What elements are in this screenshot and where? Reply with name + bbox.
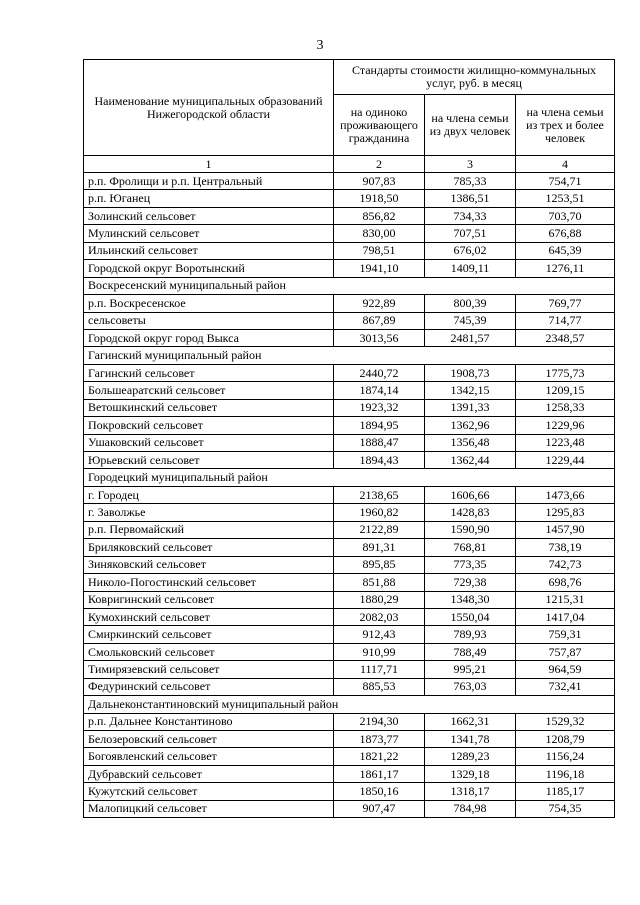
family-of-three-plus-cost-cell: 754,71 [516, 173, 615, 190]
table-row [84, 242, 615, 259]
table-row [84, 452, 615, 469]
municipality-name-cell: Мулинский сельсовет [84, 225, 334, 242]
family-of-three-plus-cost-cell: 1209,15 [516, 382, 615, 399]
family-of-three-plus-cost-cell: 742,73 [516, 556, 615, 573]
family-of-three-plus-cost-cell: 732,41 [516, 678, 615, 695]
single-resident-cost-cell: 895,85 [334, 556, 425, 573]
table-row [84, 312, 615, 329]
family-of-three-plus-cost-cell: 698,76 [516, 574, 615, 591]
district-heading-row [84, 696, 615, 713]
municipality-name-cell: р.п. Юганец [84, 190, 334, 207]
district-heading-row [84, 347, 615, 364]
table-row [84, 713, 615, 730]
table-row [84, 591, 615, 608]
single-resident-cost-cell: 1894,43 [334, 452, 425, 469]
family-of-two-cost-cell: 1341,78 [425, 731, 516, 748]
table-row [84, 556, 615, 573]
single-resident-cost-cell: 1923,32 [334, 399, 425, 416]
family-of-three-plus-cost-cell: 1223,48 [516, 434, 615, 451]
family-of-two-cost-cell: 745,39 [425, 312, 516, 329]
family-of-two-cost-cell: 1386,51 [425, 190, 516, 207]
single-resident-cost-cell: 2082,03 [334, 608, 425, 625]
table-row [84, 434, 615, 451]
district-heading: Городецкий муниципальный район [84, 469, 615, 486]
municipality-name-cell: Белозеровский сельсовет [84, 731, 334, 748]
municipality-name-cell: Большеаратский сельсовет [84, 382, 334, 399]
single-resident-cost-cell: 1880,29 [334, 591, 425, 608]
municipality-name-cell: Кумохинский сельсовет [84, 608, 334, 625]
family-of-two-cost-cell: 1348,30 [425, 591, 516, 608]
municipality-name-cell: г. Заволжье [84, 504, 334, 521]
table-row [84, 643, 615, 660]
family-of-two-cost-cell: 729,38 [425, 574, 516, 591]
family-of-two-cost-cell: 1329,18 [425, 765, 516, 782]
header-family-of-two: на члена семьи из двух человек [425, 95, 516, 156]
family-of-two-cost-cell: 800,39 [425, 295, 516, 312]
municipality-name-cell: Покровский сельсовет [84, 417, 334, 434]
municipality-name-cell: Ковригинский сельсовет [84, 591, 334, 608]
housing-cost-standards-table [83, 59, 615, 818]
municipality-name-cell: Дубравский сельсовет [84, 765, 334, 782]
family-of-two-cost-cell: 1362,96 [425, 417, 516, 434]
family-of-two-cost-cell: 676,02 [425, 242, 516, 259]
table-row [84, 765, 615, 782]
family-of-two-cost-cell: 784,98 [425, 800, 516, 817]
district-heading-row [84, 469, 615, 486]
family-of-two-cost-cell: 1428,83 [425, 504, 516, 521]
family-of-three-plus-cost-cell: 1457,90 [516, 521, 615, 538]
family-of-three-plus-cost-cell: 1276,11 [516, 260, 615, 277]
family-of-two-cost-cell: 785,33 [425, 173, 516, 190]
table-row [84, 260, 615, 277]
single-resident-cost-cell: 912,43 [334, 626, 425, 643]
family-of-two-cost-cell: 2481,57 [425, 329, 516, 346]
municipality-name-cell: р.п. Первомайский [84, 521, 334, 538]
single-resident-cost-cell: 907,47 [334, 800, 425, 817]
header-cost-standards: Стандарты стоимости жилищно-коммунальных услуг, руб. в месяц [334, 60, 615, 95]
single-resident-cost-cell: 3013,56 [334, 329, 425, 346]
single-resident-cost-cell: 1960,82 [334, 504, 425, 521]
table-row [84, 190, 615, 207]
family-of-three-plus-cost-cell: 1208,79 [516, 731, 615, 748]
family-of-two-cost-cell: 788,49 [425, 643, 516, 660]
family-of-two-cost-cell: 773,35 [425, 556, 516, 573]
single-resident-cost-cell: 2440,72 [334, 364, 425, 381]
family-of-two-cost-cell: 1356,48 [425, 434, 516, 451]
municipality-name-cell: Ильинский сельсовет [84, 242, 334, 259]
family-of-two-cost-cell: 1590,90 [425, 521, 516, 538]
district-heading-row [84, 277, 615, 294]
table-row [84, 382, 615, 399]
municipality-name-cell: сельсоветы [84, 312, 334, 329]
family-of-three-plus-cost-cell: 1775,73 [516, 364, 615, 381]
header-municipality-name: Наименование муниципальных образований Нижегородской области [84, 60, 334, 156]
table-row [84, 678, 615, 695]
family-of-three-plus-cost-cell: 1215,31 [516, 591, 615, 608]
table-row [84, 225, 615, 242]
table-row [84, 783, 615, 800]
municipality-name-cell: Юрьевский сельсовет [84, 452, 334, 469]
single-resident-cost-cell: 1874,14 [334, 382, 425, 399]
column-number-1: 1 [84, 156, 334, 173]
single-resident-cost-cell: 856,82 [334, 207, 425, 224]
single-resident-cost-cell: 798,51 [334, 242, 425, 259]
header-single-resident: на одиноко проживающего гражданина [334, 95, 425, 156]
table-row [84, 748, 615, 765]
table-row [84, 173, 615, 190]
family-of-two-cost-cell: 1318,17 [425, 783, 516, 800]
family-of-two-cost-cell: 1662,31 [425, 713, 516, 730]
page-number: 3 [316, 38, 324, 53]
table-row [84, 364, 615, 381]
municipality-name-cell: Ветошкинский сельсовет [84, 399, 334, 416]
table-row [84, 417, 615, 434]
single-resident-cost-cell: 910,99 [334, 643, 425, 660]
table-row [84, 486, 615, 503]
family-of-three-plus-cost-cell: 1295,83 [516, 504, 615, 521]
municipality-name-cell: Кужутский сельсовет [84, 783, 334, 800]
single-resident-cost-cell: 1941,10 [334, 260, 425, 277]
family-of-three-plus-cost-cell: 1529,32 [516, 713, 615, 730]
single-resident-cost-cell: 2138,65 [334, 486, 425, 503]
family-of-two-cost-cell: 789,93 [425, 626, 516, 643]
single-resident-cost-cell: 1117,71 [334, 661, 425, 678]
family-of-two-cost-cell: 995,21 [425, 661, 516, 678]
single-resident-cost-cell: 1918,50 [334, 190, 425, 207]
single-resident-cost-cell: 891,31 [334, 539, 425, 556]
table-row [84, 539, 615, 556]
municipality-name-cell: р.п. Фролищи и р.п. Центральный [84, 173, 334, 190]
municipality-name-cell: р.п. Воскресенское [84, 295, 334, 312]
municipality-name-cell: Гагинский сельсовет [84, 364, 334, 381]
family-of-two-cost-cell: 707,51 [425, 225, 516, 242]
family-of-two-cost-cell: 1606,66 [425, 486, 516, 503]
table-row [84, 207, 615, 224]
family-of-three-plus-cost-cell: 1185,17 [516, 783, 615, 800]
family-of-three-plus-cost-cell: 769,77 [516, 295, 615, 312]
family-of-three-plus-cost-cell: 1156,24 [516, 748, 615, 765]
family-of-two-cost-cell: 1362,44 [425, 452, 516, 469]
table-row [84, 295, 615, 312]
municipality-name-cell: р.п. Дальнее Константиново [84, 713, 334, 730]
municipality-name-cell: Городской округ Воротынский [84, 260, 334, 277]
single-resident-cost-cell: 1861,17 [334, 765, 425, 782]
family-of-three-plus-cost-cell: 1196,18 [516, 765, 615, 782]
municipality-name-cell: Ушаковский сельсовет [84, 434, 334, 451]
table-row [84, 574, 615, 591]
family-of-three-plus-cost-cell: 1473,66 [516, 486, 615, 503]
municipality-name-cell: Тимирязевский сельсовет [84, 661, 334, 678]
table-body [84, 173, 615, 818]
family-of-three-plus-cost-cell: 754,35 [516, 800, 615, 817]
family-of-two-cost-cell: 763,03 [425, 678, 516, 695]
family-of-two-cost-cell: 1550,04 [425, 608, 516, 625]
municipality-name-cell: Богоявленский сельсовет [84, 748, 334, 765]
family-of-two-cost-cell: 1908,73 [425, 364, 516, 381]
single-resident-cost-cell: 2122,89 [334, 521, 425, 538]
family-of-three-plus-cost-cell: 1417,04 [516, 608, 615, 625]
municipality-name-cell: Городской округ город Выкса [84, 329, 334, 346]
municipality-name-cell: г. Городец [84, 486, 334, 503]
single-resident-cost-cell: 1850,16 [334, 783, 425, 800]
single-resident-cost-cell: 885,53 [334, 678, 425, 695]
column-number-4: 4 [516, 156, 615, 173]
family-of-two-cost-cell: 1289,23 [425, 748, 516, 765]
family-of-three-plus-cost-cell: 1229,96 [516, 417, 615, 434]
single-resident-cost-cell: 867,89 [334, 312, 425, 329]
single-resident-cost-cell: 907,83 [334, 173, 425, 190]
district-heading: Дальнеконстантиновский муниципальный район [84, 696, 615, 713]
table-row [84, 504, 615, 521]
column-number-3: 3 [425, 156, 516, 173]
table-row [84, 731, 615, 748]
single-resident-cost-cell: 1821,22 [334, 748, 425, 765]
family-of-two-cost-cell: 734,33 [425, 207, 516, 224]
single-resident-cost-cell: 851,88 [334, 574, 425, 591]
district-heading: Воскресенский муниципальный район [84, 277, 615, 294]
municipality-name-cell: Смольковский сельсовет [84, 643, 334, 660]
single-resident-cost-cell: 830,00 [334, 225, 425, 242]
family-of-two-cost-cell: 1409,11 [425, 260, 516, 277]
column-number-2: 2 [334, 156, 425, 173]
municipality-name-cell: Федуринский сельсовет [84, 678, 334, 695]
table-row [84, 521, 615, 538]
single-resident-cost-cell: 1873,77 [334, 731, 425, 748]
family-of-three-plus-cost-cell: 1229,44 [516, 452, 615, 469]
municipality-name-cell: Смиркинский сельсовет [84, 626, 334, 643]
single-resident-cost-cell: 2194,30 [334, 713, 425, 730]
family-of-three-plus-cost-cell: 676,88 [516, 225, 615, 242]
table-row [84, 399, 615, 416]
single-resident-cost-cell: 922,89 [334, 295, 425, 312]
family-of-three-plus-cost-cell: 645,39 [516, 242, 615, 259]
family-of-two-cost-cell: 768,81 [425, 539, 516, 556]
family-of-three-plus-cost-cell: 1253,51 [516, 190, 615, 207]
single-resident-cost-cell: 1888,47 [334, 434, 425, 451]
table-row [84, 800, 615, 817]
table-row [84, 626, 615, 643]
family-of-three-plus-cost-cell: 2348,57 [516, 329, 615, 346]
municipality-name-cell: Малопицкий сельсовет [84, 800, 334, 817]
family-of-two-cost-cell: 1391,33 [425, 399, 516, 416]
district-heading: Гагинский муниципальный район [84, 347, 615, 364]
table-header [84, 60, 615, 173]
municipality-name-cell: Золинский сельсовет [84, 207, 334, 224]
family-of-three-plus-cost-cell: 759,31 [516, 626, 615, 643]
family-of-three-plus-cost-cell: 738,19 [516, 539, 615, 556]
family-of-two-cost-cell: 1342,15 [425, 382, 516, 399]
family-of-three-plus-cost-cell: 1258,33 [516, 399, 615, 416]
table-row [84, 661, 615, 678]
header-family-of-three-plus: на члена семьи из трех и более человек [516, 95, 615, 156]
municipality-name-cell: Бриляковский сельсовет [84, 539, 334, 556]
family-of-three-plus-cost-cell: 703,70 [516, 207, 615, 224]
single-resident-cost-cell: 1894,95 [334, 417, 425, 434]
municipality-name-cell: Николо-Погостинский сельсовет [84, 574, 334, 591]
table-row [84, 608, 615, 625]
family-of-three-plus-cost-cell: 714,77 [516, 312, 615, 329]
family-of-three-plus-cost-cell: 757,87 [516, 643, 615, 660]
family-of-three-plus-cost-cell: 964,59 [516, 661, 615, 678]
municipality-name-cell: Зиняковский сельсовет [84, 556, 334, 573]
table-row [84, 329, 615, 346]
